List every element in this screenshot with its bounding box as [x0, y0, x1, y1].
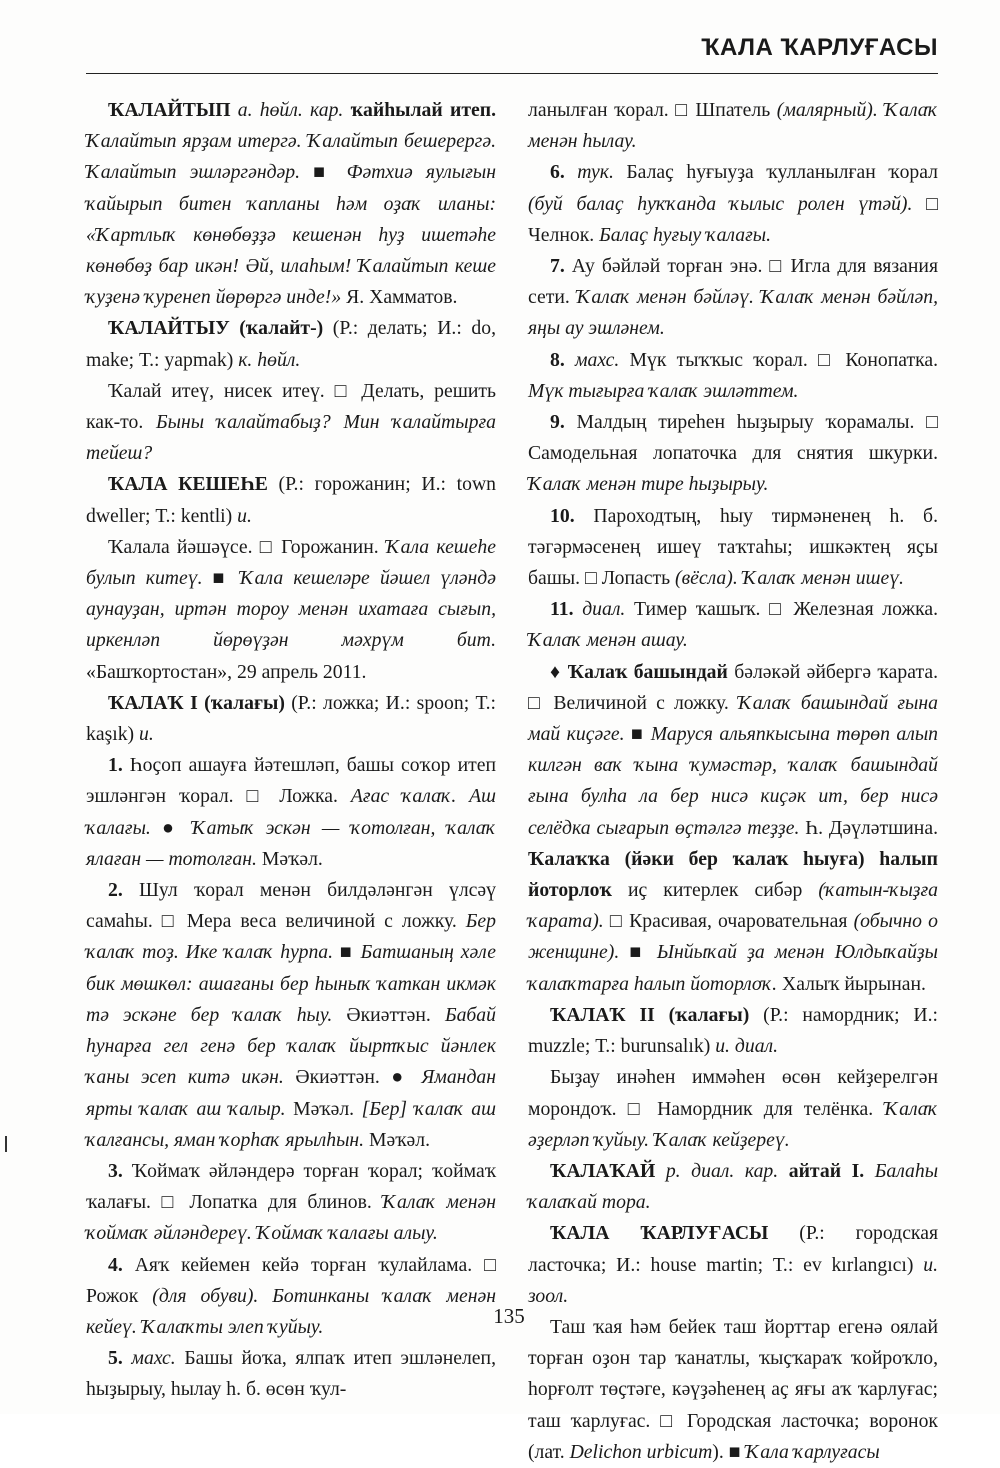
dictionary-paragraph	[528, 1218, 938, 1312]
dictionary-paragraph	[86, 750, 496, 875]
body-text	[565, 349, 575, 371]
italic-text: махс.	[574, 348, 620, 371]
body-text: Мәҡәл.	[285, 1097, 362, 1120]
body-text: (Р.: горожанин; И.: town dweller; Т.: kentli)	[86, 473, 497, 527]
body-text: (Р.: делать; И.: do, make; Т.: yapmak)	[86, 317, 496, 371]
italic-text: к. һөйл.	[238, 348, 301, 371]
body-text: ■	[300, 161, 347, 184]
italic-text: Бабай һунарға гел генә бер ҡалаҡ йыртҡыс йәнлек ҡаны эсеп китә икән.	[86, 1003, 496, 1089]
headword-text: ҠАЛАҠ I (ҡалағы)	[108, 691, 285, 714]
italic-text: и.	[237, 504, 252, 527]
body-text: Ҡалала йәшәүсе. □ Горожанин.	[108, 535, 386, 558]
italic-text: (ҡатын-ҡыҙға ҡарата).	[528, 879, 938, 933]
italic-text: и. диал.	[715, 1035, 779, 1058]
body-text: ■	[202, 567, 240, 590]
italic-text: (для обуви). Ботинканы ҡалаҡ менән кейеү. Ҡалаҡты элеп ҡуйыу.	[86, 1284, 496, 1338]
italic-text: махс.	[131, 1347, 176, 1370]
body-text: Әкиәттән. ●	[283, 1066, 422, 1089]
headword-text: 7.	[550, 255, 565, 278]
body-text: (Р.: ложка; И.: spoon; Т.: kaşık)	[86, 691, 496, 746]
headword-text: 2.	[108, 879, 123, 902]
italic-text: диал.	[582, 598, 626, 621]
italic-text: Батшаның хәле бик мөшкөл: ашағаны бер һыныҡ ҡаткан икмәк тә эскәне бер ҡалаҡ һыу.	[86, 941, 496, 1026]
body-text: Аяҡ кейемен кейә торған ҡулайлама. □ Рожок	[86, 1253, 496, 1307]
body-text: Мәҡәл.	[364, 1128, 431, 1151]
headword-text: 1.	[108, 754, 123, 777]
dictionary-paragraph	[528, 407, 938, 501]
headword-text: ҠАЛАЙТЫП	[108, 99, 231, 121]
dictionary-paragraph	[528, 345, 938, 407]
body-text: Балаҫ һуғыуҙа ҡулланылған ҡорал	[613, 161, 939, 184]
italic-text: Балаҫ һуғыу ҡалағы.	[599, 223, 772, 246]
body-text: Әкиәттән.	[332, 1003, 445, 1026]
italic-text: Мүк тығырға ҡалаҡ эшләттем.	[528, 379, 799, 402]
italic-text: и. зоол.	[528, 1253, 938, 1307]
body-text: □ Красивая, очаровательная	[603, 910, 854, 933]
body-text: ■	[619, 941, 657, 964]
dictionary-paragraph	[528, 1000, 938, 1062]
body-text: (Р.: намордник; И.: muzzle; Т.: burunsalık)	[528, 1003, 939, 1058]
italic-text: Ҡала ҡарлуғасы	[745, 1440, 880, 1463]
body-text: ●	[150, 816, 192, 839]
headword-text: ҠАЛАЙТЫУ (ҡалайт-)	[108, 317, 324, 340]
body-text	[778, 1160, 789, 1182]
dictionary-paragraph	[528, 251, 938, 345]
body-text: Ҡоймаҡ әйләндерә торған ҡорал; ҡоймаҡ ҡалағы. □ Лопатка для блинов.	[86, 1159, 496, 1214]
italic-text: Маруся альяпкысына төрөп алып килгән ваҡ ҡына ҡумәстәр, ҡалаҡ башындай ғына булһа ла бер нисә киҫәк ит, бер нисә селёдка сығарып өҫтәлгә теҙҙе.	[528, 723, 938, 839]
italic-text: Фәтхиә яулығын ҡайырып битен ҡапланы һәм оҙаҡ иланы: «Ҡартлыҡ көнөбөҙҙә кешенән һуҙ ишетәһе көнөбөҙ бар икән! Әй, илаһым! Ҡалайтып кеше ҡуҙенә ҡуренеп йөрөргә инде!»	[86, 161, 496, 309]
body-text: Шул ҡорал менән билдәләнгән үлсәү самаһы. □ Мера веса величиной с ложку.	[86, 879, 496, 933]
headword-text: айтай I.	[788, 1159, 865, 1182]
body-text: Малдың тиреһен һыҙырыу ҡорамалы. □ Самодельная лопаточка для снятия шкурки.	[528, 411, 938, 465]
italic-text: тук.	[577, 161, 614, 184]
headword-text: ҠАЛА ҠАРЛУҒАСЫ	[550, 1222, 769, 1245]
body-text: Я. Хамматов.	[341, 286, 458, 309]
body-text: Ҡалай итеү, нисек итеү. □ Делать, решить как-то.	[86, 379, 496, 434]
dictionary-paragraph	[86, 1156, 496, 1250]
body-text: □ Челнок.	[528, 192, 938, 246]
headword-text: ҠАЛА КЕШЕҺЕ	[108, 473, 268, 496]
italic-text: (обычно о женщине).	[528, 910, 938, 964]
italic-text: Ҡалаҡ менән тире һыҙырыу.	[528, 473, 769, 496]
italic-text: а. һөйл. кар.	[237, 99, 344, 121]
italic-text: Delichon urbicum	[569, 1440, 713, 1463]
italic-text: Ҡатыҡ эскән — ҡотолған, ҡалаҡ ялаған — тотолған.	[86, 816, 496, 870]
dictionary-paragraph	[86, 1250, 496, 1344]
italic-text: (буй балаҫ һуҡҡанда ҡылыс ролен үтәй).	[528, 192, 913, 215]
body-text: Һ. Дәүләтшина.	[799, 816, 938, 839]
body-text: ■	[624, 723, 651, 746]
dictionary-paragraph	[528, 95, 938, 157]
headword-text: 4.	[108, 1253, 123, 1276]
italic-text: Ҡалаҡ башындай ғына май киҫәге.	[528, 691, 938, 746]
dictionary-paragraph	[86, 313, 496, 375]
italic-text: Ынйыҡай ҙа менән Юлдыҡайҙы ҡалаҡтарға һалып йоторлоҡ.	[528, 941, 938, 995]
body-text: Пароходтың, һыу тирмәненең һ. б. тәгәрмәсенең ишеү таҡтаһы; ишкәктең яҫы башы. □ Лопасть	[528, 504, 938, 590]
headword-text: Ҡалаҡҡа (йәки бер ҡалаҡ һыуға) һалып йоторлоҡ	[528, 847, 938, 902]
dictionary-paragraph	[86, 95, 496, 313]
body-text	[565, 161, 578, 183]
body-text: ♦	[550, 660, 568, 683]
headword-text: 6.	[550, 161, 565, 184]
headword-text: 9.	[550, 411, 565, 434]
body-text: Тимер ҡашыҡ. □ Железная ложка.	[625, 598, 939, 621]
body-text	[343, 99, 350, 121]
headword-text: 11.	[550, 598, 574, 621]
body-text: Халыҡ йырынан.	[777, 972, 926, 995]
right-column	[528, 95, 938, 1468]
body-text: Һоҫоп ашауға йәтешләп, башы соҡор итеп эшләнгән ҡорал. □ Ложка.	[86, 754, 496, 808]
italic-text: Ҡалаҡ менән ашау.	[528, 629, 688, 652]
body-text: Таш ҡая һәм бейек таш йорттар егенә оялай торған оҙон тар ҡанатлы, ҡыҫҡараҡ ҡойроҡло, һорғолт төҫтәге, кәүҙәһенең аҫ яғы аҡ ҡарлуғас; таш ҡарлуғас. □ Городская ласточка; воронок (лат.	[528, 1315, 938, 1463]
header-rule	[86, 73, 938, 74]
italic-text: Быны ҡалайтабыҙ? Мин ҡалайтырға тейеш?	[86, 411, 496, 465]
dictionary-paragraph	[528, 594, 938, 656]
body-text	[231, 99, 238, 121]
body-text: иҫ китерлек сибәр	[611, 879, 819, 902]
body-text	[655, 1160, 666, 1182]
dictionary-paragraph	[528, 501, 938, 595]
headword-text: 3.	[108, 1159, 123, 1182]
italic-text: [Бер] ҡалаҡ аш ҡалғансы, яман ҡорһаҡ ярылһын.	[86, 1097, 497, 1151]
dictionary-paragraph	[86, 688, 496, 750]
italic-text: Ҡалаҡ менән ҡоймаҡ әйләндереү. Ҡоймаҡ ҡалағы алыу.	[86, 1191, 496, 1245]
body-text	[443, 99, 450, 121]
italic-text: (малярный). Ҡалаҡ менән һылау.	[528, 99, 938, 153]
italic-text: Ҡала кешеһе булып китеү.	[86, 535, 496, 590]
body-text: бәләкәй әйбергә ҡарата. □ Величиной с ложку.	[528, 660, 938, 714]
body-text: ■	[333, 941, 361, 964]
italic-text: Балаһы ҡалаҡай тора.	[528, 1159, 939, 1214]
headword-text: итеп.	[449, 99, 497, 121]
body-text: ). ■	[712, 1440, 746, 1463]
dictionary-paragraph	[528, 657, 938, 1000]
italic-text: Бер ҡалаҡ тоҙ. Ике ҡалаҡ һурпа.	[86, 910, 496, 964]
dictionary-paragraph	[528, 1156, 938, 1218]
body-text: (Р.: городская ласточка; И.: house martin; Т.: ev kırlangıcı)	[528, 1222, 938, 1276]
body-text: «Башҡортостан», 29 апрель 2011.	[86, 660, 367, 683]
headword-text: Ҡалаҡ башындай	[567, 660, 728, 683]
headword-text: 5.	[108, 1347, 123, 1370]
italic-text: Ҡалайтып ярҙам итергә. Ҡалайтып бешерергә. Ҡалайтып эшләргәндәр.	[86, 130, 496, 184]
dictionary-paragraph	[528, 1062, 938, 1156]
body-text: Быҙау инәһен иммәһен өсөн кейҙерелгән морондоҡ. □ Намордник для телёнка.	[528, 1066, 938, 1120]
italic-text: (вёсла). Ҡалаҡ менән ишеү.	[675, 567, 904, 590]
italic-text: Ҡала кешеләре йәшел үләндә аунауҙан, иртән тороу менән ихатаға сығып, иркенләп йөрөүҙән мәхрүм бит.	[86, 567, 496, 652]
headword-text: ҠАЛАҠ II (ҡалағы)	[550, 1003, 750, 1026]
headword-text: 8.	[550, 348, 565, 371]
headword-text: ҠАЛАҠАЙ	[550, 1159, 656, 1182]
dictionary-paragraph	[86, 875, 496, 1156]
dictionary-paragraph	[528, 157, 938, 251]
italic-text: Ағас ҡалаҡ. Аш ҡалағы.	[86, 785, 497, 839]
italic-text: р. диал. кар.	[665, 1159, 779, 1182]
body-text	[574, 598, 583, 620]
running-header: ҠАЛА ҠАРЛУҒАСЫ	[701, 34, 938, 61]
italic-text: и.	[139, 723, 154, 746]
body-text: Башы йоҡа, ялпаҡ итеп эшләнелеп, һыҙырыу, һылау һ. б. өсөн ҡул-	[86, 1347, 497, 1401]
headword-text: ҡайһылай	[350, 99, 443, 121]
page-number: 135	[493, 1304, 525, 1328]
body-text	[864, 1160, 875, 1182]
body-text: Ау бәйләй торған энә. □ Игла для вязания сети.	[528, 255, 938, 309]
dictionary-paragraph	[86, 376, 496, 470]
italic-text: Ямандан ярты ҡалаҡ аш ҡалыр.	[86, 1066, 497, 1120]
dictionary-paragraph	[528, 1312, 938, 1468]
left-column	[86, 95, 496, 1406]
headword-text: 10.	[550, 504, 575, 527]
body-text: ланылған ҡорал. □ Шпатель	[528, 99, 777, 121]
body-text: Мәҡәл.	[256, 847, 323, 870]
dictionary-paragraph	[86, 1343, 496, 1405]
dictionary-paragraph	[86, 532, 496, 688]
body-text: Мүк тыҡҡыс ҡорал. □ Конопатка.	[619, 348, 939, 371]
italic-text: Ҡалаҡ әҙерләп ҡуйыу. Ҡалаҡ кейҙереү.	[528, 1097, 938, 1151]
margin-mark	[5, 1136, 7, 1152]
italic-text: Ҡалаҡ менән бәйләү. Ҡалаҡ менән бәйләп, яңы ау эшләнем.	[528, 286, 939, 340]
dictionary-paragraph	[86, 469, 496, 531]
